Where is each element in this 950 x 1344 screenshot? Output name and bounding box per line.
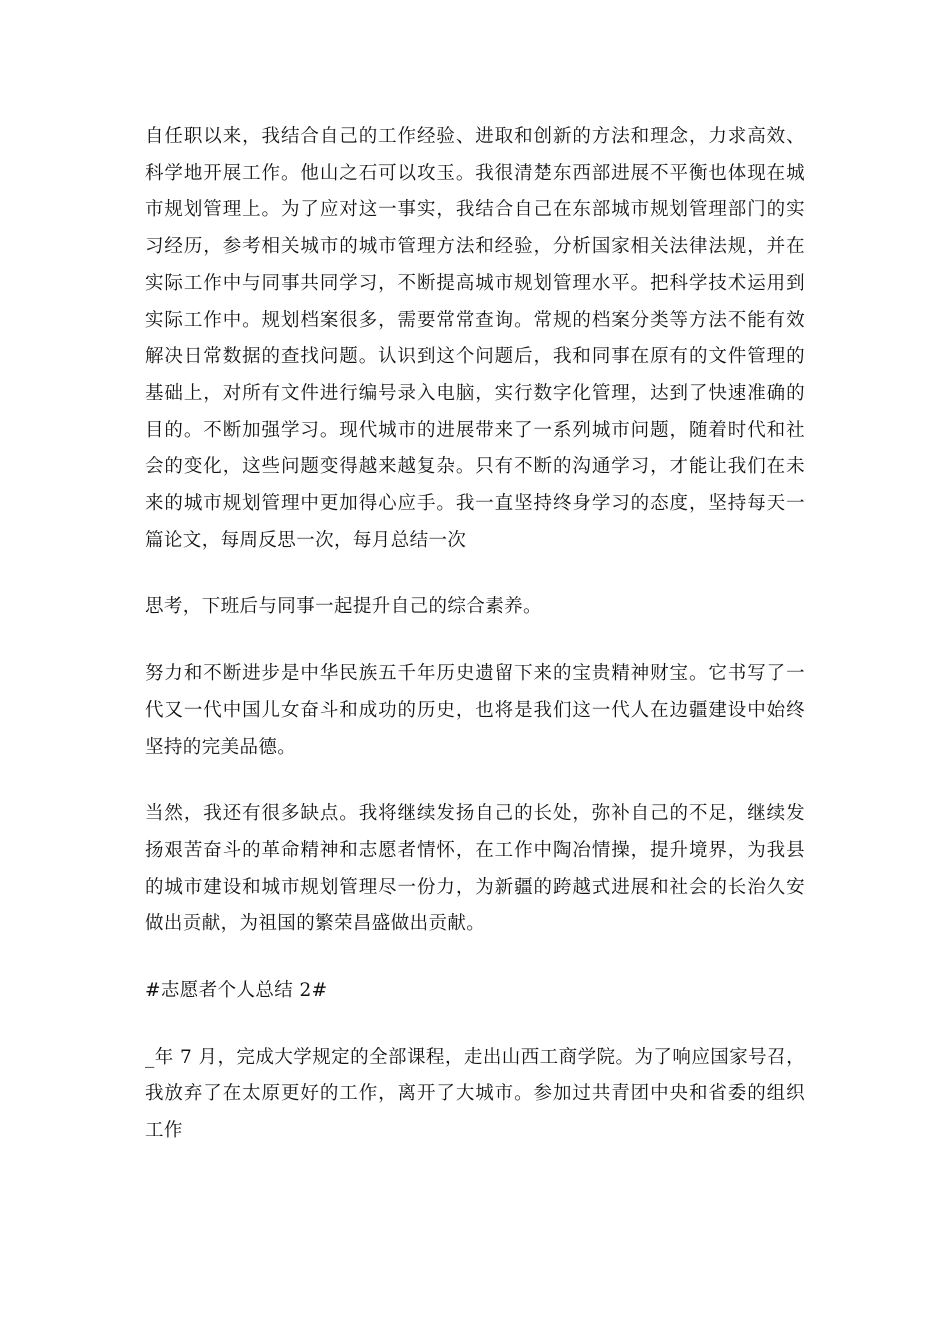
paragraph-graduation: _年 7 月，完成大学规定的全部课程，走出山西工商学院。为了响应国家号召，我放弃了在太原更好的工作，离开了大城市。参加过共青团中央和省委的组织工作 <box>145 1046 805 1142</box>
paragraph-national-spirit: 努力和不断进步是中华民族五千年历史遗留下来的宝贵精神财宝。它书写了一代又一代中国儿女奋斗和成功的历史，也将是我们这一代人在边疆建设中始终坚持的完美品德。 <box>145 663 805 758</box>
section-heading-volunteer-summary-2: #志愿者个人总结 2# <box>145 980 328 1002</box>
paragraph-shortcomings: 当然，我还有很多缺点。我将继续发扬自己的长处，弥补自己的不足，继续发扬艰苦奋斗的革命精神和志愿者情怀，在工作中陶冶情操，提升境界，为我县的城市建设和城市规划管理尽一份力，为新疆的跨越式进展和社会的长治久安做出贡献，为祖国的繁荣昌盛做出贡献。 <box>145 803 805 935</box>
paragraph-thinking: 思考，下班后与同事一起提升自己的综合素养。 <box>145 596 542 618</box>
document-body <box>145 119 805 1150</box>
paragraph-work-experience: 自任职以来，我结合自己的工作经验、进取和创新的方法和理念，力求高效、科学地开展工作。他山之石可以攻玉。我很清楚东西部进展不平衡也体现在城市规划管理上。为了应对这一事实，我结合自己在东部城市规划管理部门的实习经历，参考相关城市的城市管理方法和经验，分析国家相关法律法规，并在实际工作中与同事共同学习，不断提高城市规划管理水平。把科学技术运用到实际工作中。规划档案很多，需要常常查询。常规的档案分类等方法不能有效解决日常数据的查找问题。认识到这个问题后，我和同事在原有的文件管理的基础上，对所有文件进行编号录入电脑，实行数字化管理，达到了快速准确的目的。不断加强学习。现代城市的进展带来了一系列城市问题，随着时代和社会的变化，这些问题变得越来越复杂。只有不断的沟通学习，才能让我们在未来的城市规划管理中更加得心应手。我一直坚持终身学习的态度，坚持每天一篇论文，每周反思一次，每月总结一次 <box>145 126 805 551</box>
